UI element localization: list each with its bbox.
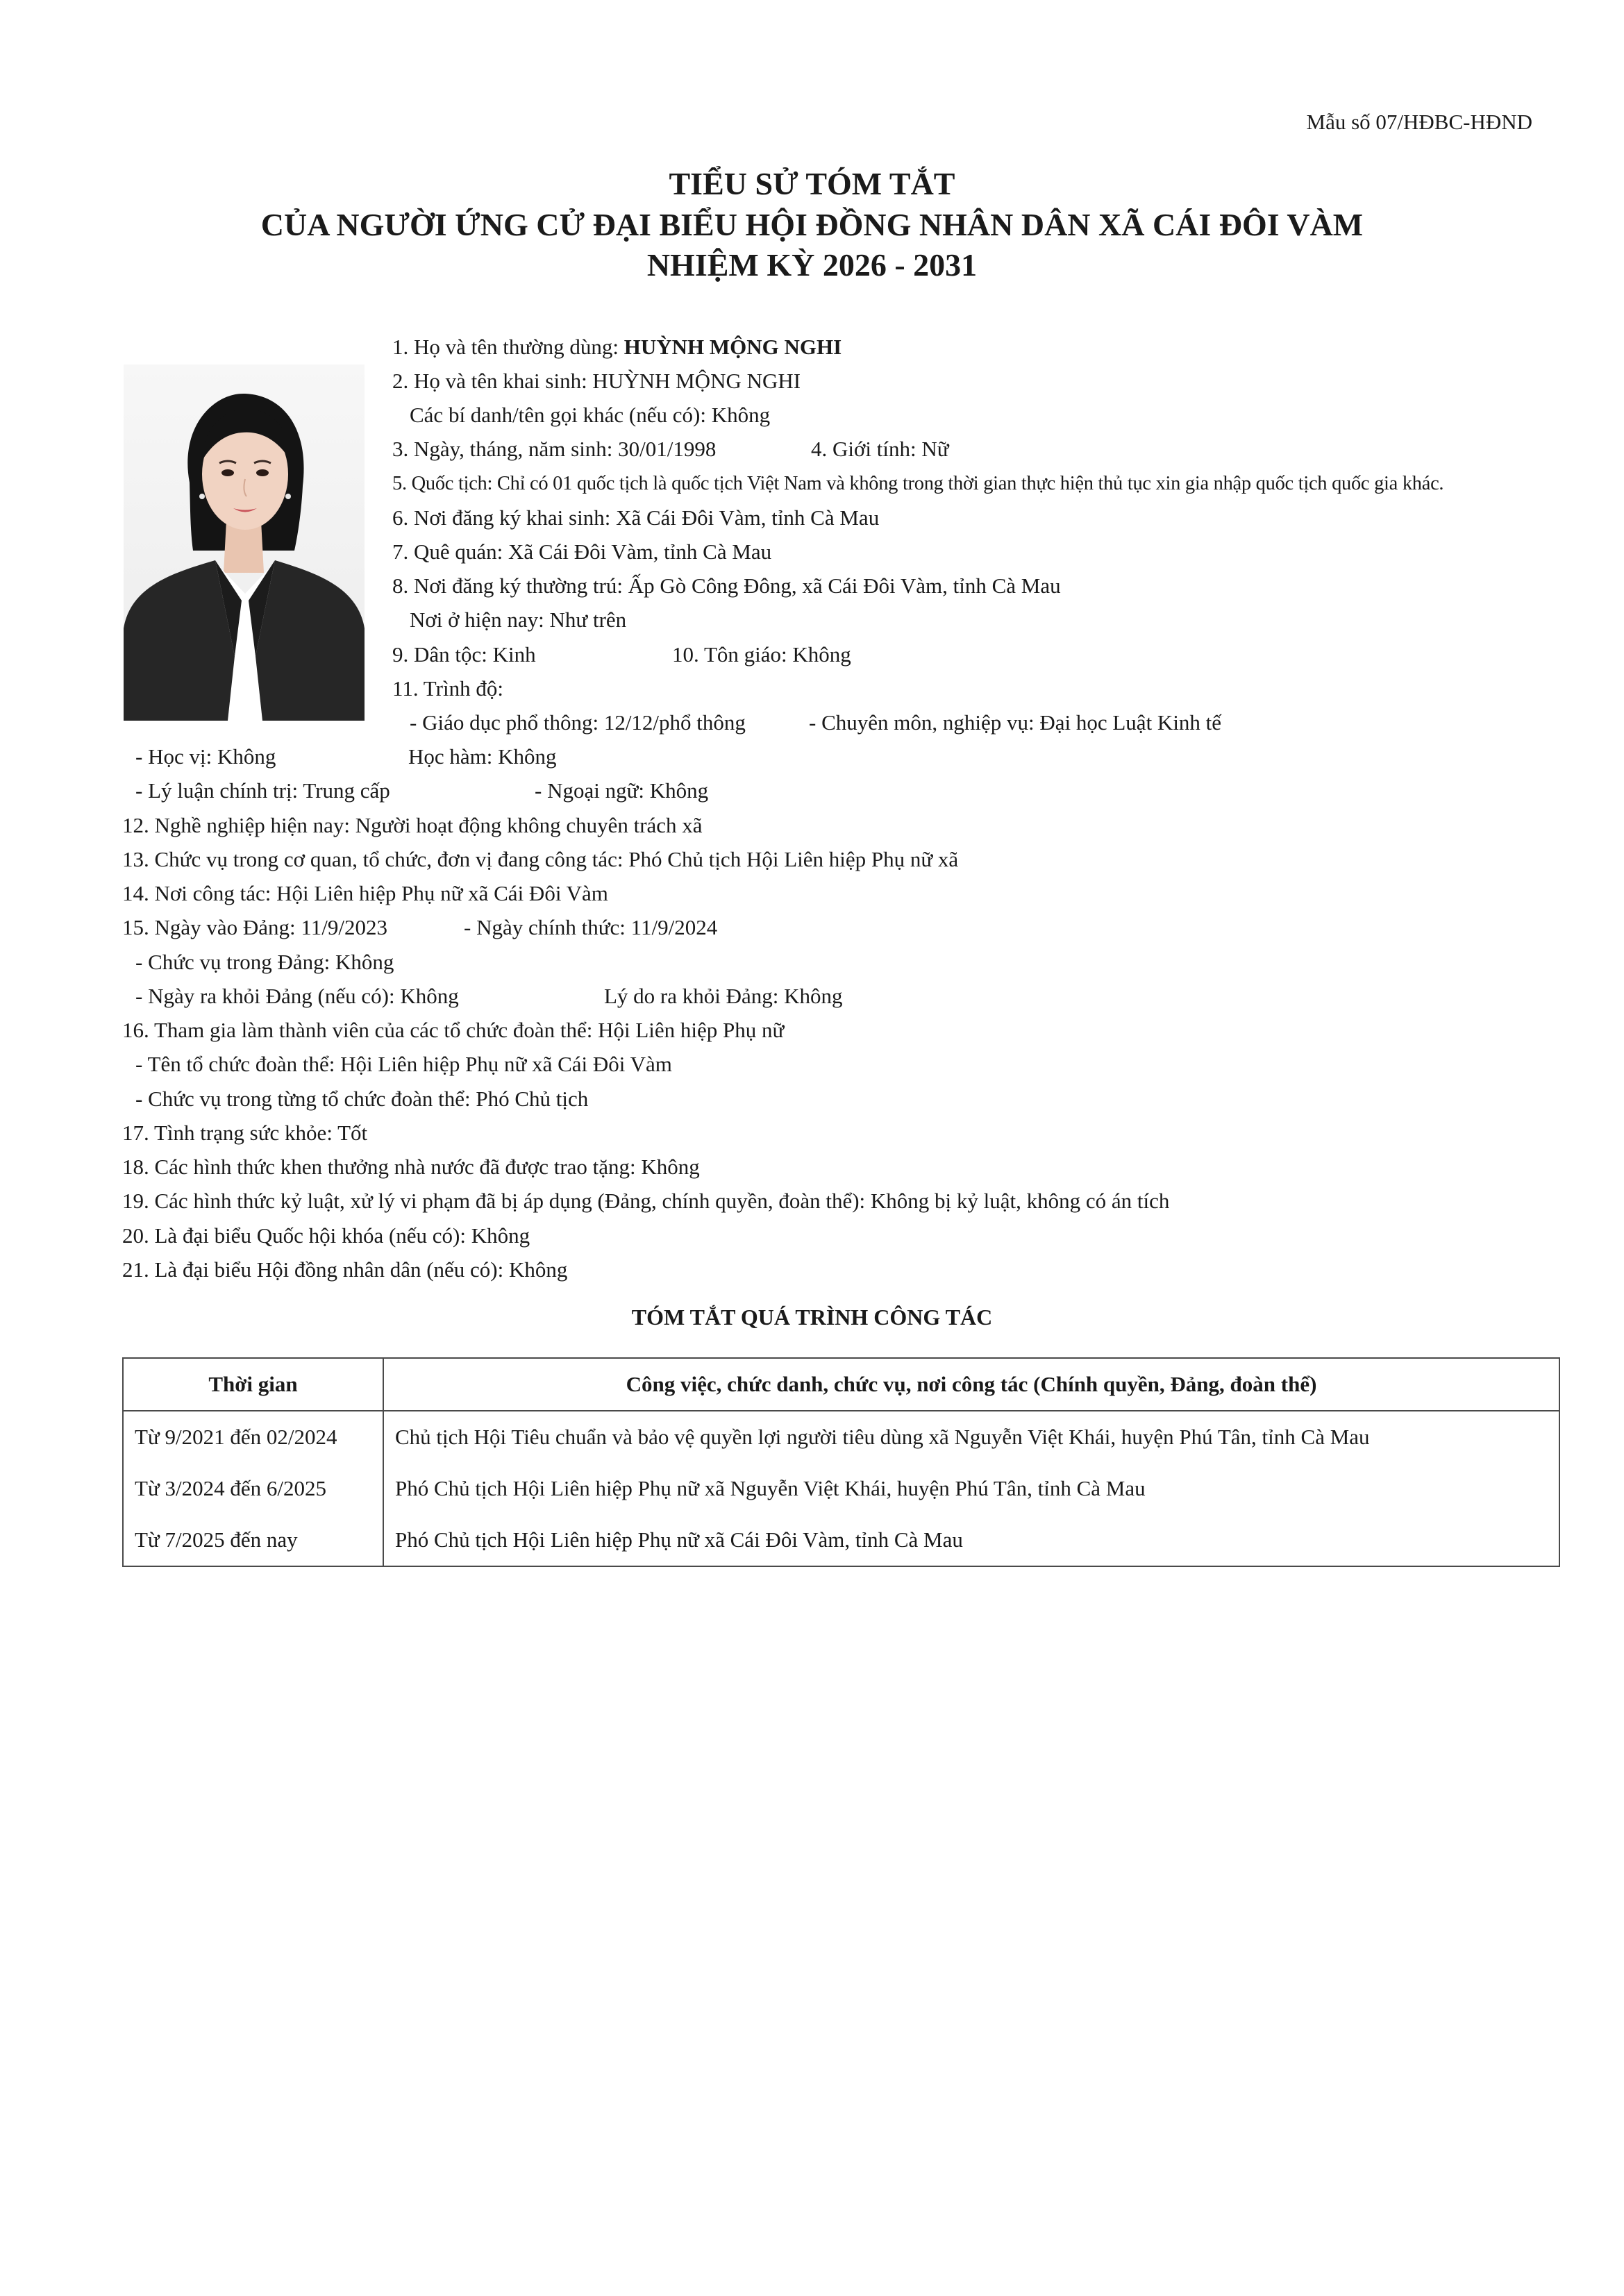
career-time-cell: Từ 3/2024 đến 6/2025 [123, 1463, 383, 1514]
field-common-name: 1. Họ và tên thường dùng: HUỲNH MỘNG NGHI [392, 335, 842, 359]
field-foreign-language: - Ngoại ngữ: Không [535, 778, 709, 803]
career-table [122, 1357, 1560, 1567]
career-section-title: TÓM TẮT QUÁ TRÌNH CÔNG TÁC [631, 1305, 993, 1330]
field-ethnicity: 9. Dân tộc: Kinh [392, 642, 536, 667]
field-discipline: 19. Các hình thức kỷ luật, xử lý vi phạm đã bị áp dụng (Đảng, chính quyền, đoàn thể): Không bị kỷ luật, không có án tích [122, 1189, 1170, 1213]
career-description-cell: Chủ tịch Hội Tiêu chuẩn và bảo vệ quyền lợi người tiêu dùng xã Nguyễn Việt Khái, huyện Phú Tân, tỉnh Cà Mau [383, 1411, 1559, 1463]
field-birth-name: 2. Họ và tên khai sinh: HUỲNH MỘNG NGHI [392, 369, 801, 393]
career-header-description: Công việc, chức danh, chức vụ, nơi công tác (Chính quyền, Đảng, đoàn thể) [383, 1358, 1559, 1411]
career-time-cell: Từ 7/2025 đến nay [123, 1514, 383, 1566]
field-awards: 18. Các hình thức khen thưởng nhà nước đã được trao tặng: Không [122, 1155, 700, 1179]
document-title: TIỂU SỬ TÓM TẮT [669, 166, 955, 201]
field-national-assembly: 20. Là đại biểu Quốc hội khóa (nếu có): Không [122, 1223, 530, 1248]
field-party-position: - Chức vụ trong Đảng: Không [135, 950, 394, 974]
field-party-leave-date: - Ngày ra khỏi Đảng (nếu có): Không [135, 984, 459, 1008]
field-permanent-residence: 8. Nơi đăng ký thường trú: Ấp Gò Công Đông, xã Cái Đôi Vàm, tỉnh Cà Mau [392, 573, 1061, 598]
table-row [123, 1514, 1559, 1566]
field-peoples-council: 21. Là đại biểu Hội đồng nhân dân (nếu có): Không [122, 1257, 568, 1282]
career-header-time: Thời gian [123, 1358, 383, 1411]
portrait-photo [124, 364, 365, 721]
portrait-illustration [124, 364, 365, 721]
field-current-residence: Nơi ở hiện nay: Như trên [410, 607, 627, 632]
table-row [123, 1463, 1559, 1514]
field-gender: 4. Giới tính: Nữ [811, 437, 949, 461]
career-table-header [123, 1358, 1559, 1411]
field-hometown: 7. Quê quán: Xã Cái Đôi Vàm, tỉnh Cà Mau [392, 539, 772, 564]
field-organization-name: - Tên tổ chức đoàn thể: Hội Liên hiệp Phụ nữ xã Cái Đôi Vàm [135, 1052, 672, 1076]
career-description-cell: Phó Chủ tịch Hội Liên hiệp Phụ nữ xã Cái Đôi Vàm, tỉnh Cà Mau [383, 1514, 1559, 1566]
field-party-official-date: - Ngày chính thức: 11/9/2024 [464, 915, 718, 939]
form-code: Mẫu số 07/HĐBC-HĐND [1306, 110, 1532, 134]
field-birth-date: 3. Ngày, tháng, năm sinh: 30/01/1998 [392, 437, 717, 461]
field-occupation: 12. Nghề nghiệp hiện nay: Người hoạt động không chuyên trách xã [122, 813, 703, 837]
field-birth-registration: 6. Nơi đăng ký khai sinh: Xã Cái Đôi Vàm, tỉnh Cà Mau [392, 505, 880, 530]
field-position: 13. Chức vụ trong cơ quan, tổ chức, đơn vị đang công tác: Phó Chủ tịch Hội Liên hiệp Phụ nữ xã [122, 847, 959, 871]
field-academic-title: Học hàm: Không [408, 744, 557, 769]
field-alias: Các bí danh/tên gọi khác (nếu có): Không [410, 403, 771, 427]
career-time-cell: Từ 9/2021 đến 02/2024 [123, 1411, 383, 1463]
table-row [123, 1411, 1559, 1463]
field-organizations: 16. Tham gia làm thành viên của các tổ chức đoàn thể: Hội Liên hiệp Phụ nữ [122, 1018, 785, 1042]
field-organization-role: - Chức vụ trong từng tổ chức đoàn thể: Phó Chủ tịch [135, 1087, 589, 1111]
career-description-cell: Phó Chủ tịch Hội Liên hiệp Phụ nữ xã Nguyễn Việt Khái, huyện Phú Tân, tỉnh Cà Mau [383, 1463, 1559, 1514]
field-party-join-date: 15. Ngày vào Đảng: 11/9/2023 [122, 915, 387, 939]
field-party-leave-reason: Lý do ra khỏi Đảng: Không [604, 984, 843, 1008]
document-term: NHIỆM KỲ 2026 - 2031 [646, 247, 978, 283]
field-specialty: - Chuyên môn, nghiệp vụ: Đại học Luật Kinh tế [809, 710, 1222, 735]
field-nationality: 5. Quốc tịch: Chỉ có 01 quốc tịch là quốc tịch Việt Nam và không trong thời gian thực hiện thủ tục xin gia nhập quốc tịch quốc gia khác. [392, 473, 1444, 494]
field-workplace: 14. Nơi công tác: Hội Liên hiệp Phụ nữ xã Cái Đôi Vàm [122, 881, 608, 905]
field-qualification: 11. Trình độ: [392, 676, 503, 701]
field-general-education: - Giáo dục phổ thông: 12/12/phổ thông [410, 710, 746, 735]
field-religion: 10. Tôn giáo: Không [672, 642, 851, 667]
field-health: 17. Tình trạng sức khỏe: Tốt [122, 1121, 368, 1145]
document-subtitle: CỦA NGƯỜI ỨNG CỬ ĐẠI BIỂU HỘI ĐỒNG NHÂN DÂN XÃ CÁI ĐÔI VÀM [260, 207, 1364, 242]
field-academic-degree: - Học vị: Không [135, 744, 276, 769]
field-political-theory: - Lý luận chính trị: Trung cấp [135, 778, 390, 803]
